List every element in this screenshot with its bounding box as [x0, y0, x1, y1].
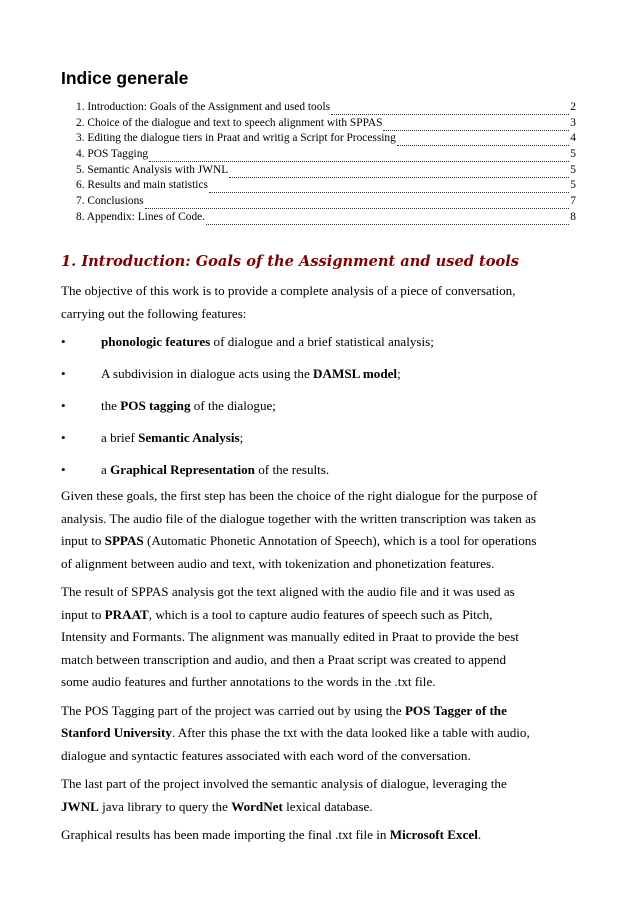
text-run: . — [477, 827, 482, 843]
bullet-post: ; — [397, 366, 401, 382]
toc-entry-text: 5. Semantic Analysis with JWNL — [76, 163, 229, 176]
text-bold: WordNet — [231, 798, 283, 814]
bullet-pre: a — [101, 462, 111, 478]
bullet-symbol: • — [61, 462, 66, 478]
bullet-symbol: • — [61, 334, 66, 349]
text-line: match between transcription and audio, and then a Praat script was created to append — [61, 651, 507, 667]
text-line: Given these goals, the first step has been the choice of the right dialogue for the purpose of — [61, 488, 538, 504]
section-heading: 1. Introduction: Goals of the Assignment and used tools — [61, 253, 520, 270]
text-bold: POS Tagger of the — [404, 702, 507, 718]
bullet-pre: a brief — [101, 430, 139, 446]
bullet-post: ; — [239, 430, 244, 446]
toc-entry-text: 6. Results and main statistics — [76, 179, 208, 192]
bullet-pre: the — [101, 398, 121, 414]
text-bold: SPPAS — [104, 533, 144, 549]
bullet-item — [61, 363, 581, 395]
toc-entry-page: 5 — [570, 163, 576, 176]
toc-entry-text: 1. Introduction: Goals of the Assignment and used tools — [76, 101, 331, 113]
toc-leader-dots — [149, 150, 569, 162]
toc-leader-dots — [229, 166, 569, 178]
toc-leader-dots — [397, 134, 569, 146]
text-line: of alignment between audio and text, with tokenization and phonetization features. — [61, 555, 495, 571]
text-bold: Microsoft Excel — [389, 827, 478, 843]
text-bold: Stanford University — [61, 725, 172, 741]
text-line: The last part of the project involved the semantic analysis of dialogue, leveraging the — [61, 776, 507, 792]
toc-entry-text: 7. Conclusions — [76, 195, 144, 208]
text-run: . After this phase the txt with the data looked like a table with audio, — [171, 725, 530, 741]
text-line: some audio features and further annotations to the words in the .txt file. — [61, 674, 436, 690]
text-run: input to — [61, 606, 105, 622]
toc-entry[interactable] — [76, 194, 576, 210]
toc-entry-page: 5 — [570, 179, 576, 192]
toc-entry-page: 3 — [570, 116, 576, 129]
text-line: Intensity and Formants. The alignment was manually edited in Praat to provide the best — [61, 629, 519, 645]
toc-entry-text: 4. POS Tagging — [76, 148, 149, 161]
text-run: Graphical results has been made importing the final .txt file in — [61, 827, 390, 843]
bullet-bold: Semantic Analysis — [138, 430, 240, 446]
text-line: The objective of this work is to provide a complete analysis of a piece of conversation, — [61, 283, 516, 298]
text-line: The result of SPPAS analysis got the text aligned with the audio file and it was used as — [61, 584, 515, 600]
table-of-contents — [76, 100, 576, 226]
section-body — [61, 280, 581, 853]
text-run: lexical database. — [282, 798, 373, 814]
toc-leader-dots — [206, 213, 569, 225]
bullet-text — [101, 459, 329, 482]
paragraph-praat — [61, 581, 581, 694]
bullet-symbol: • — [61, 398, 66, 414]
bullet-post: of dialogue and a brief statistical analysis; — [210, 334, 434, 349]
toc-entry[interactable] — [76, 178, 576, 194]
toc-leader-dots — [209, 181, 569, 193]
toc-entry-text: 3. Editing the dialogue tiers in Praat and writig a Script for Processing — [76, 132, 396, 145]
text-line: carrying out the following features: — [61, 305, 247, 321]
toc-leader-dots — [331, 103, 569, 115]
bullet-post: of the results. — [254, 462, 330, 478]
bullet-bold: Graphical Representation — [110, 462, 255, 478]
paragraph-semantic — [61, 773, 581, 818]
text-line — [61, 530, 581, 553]
toc-entry-page: 7 — [570, 195, 576, 208]
bullet-text — [101, 363, 401, 386]
bullet-text — [101, 427, 243, 450]
bullet-symbol: • — [61, 366, 66, 382]
text-line: analysis. The audio file of the dialogue together with the written transcription was taken as — [61, 510, 536, 526]
text-line — [61, 796, 581, 819]
toc-title: Indice generale — [61, 68, 189, 88]
toc-entry[interactable] — [76, 116, 576, 132]
bullet-pre: A subdivision in dialogue acts using the — [101, 366, 314, 382]
paragraph-pos-tagging — [61, 700, 581, 768]
paragraph-graphics — [61, 824, 581, 847]
toc-entry-page: 2 — [570, 101, 576, 113]
bullet-bold: phonologic features — [101, 334, 211, 349]
paragraph-goals — [61, 485, 581, 575]
bullet-symbol: • — [61, 430, 66, 446]
text-run: input to — [61, 533, 105, 549]
toc-entry-page: 4 — [570, 132, 576, 145]
intro-paragraph — [61, 280, 581, 325]
text-bold: PRAAT — [104, 606, 149, 622]
toc-entry[interactable] — [76, 147, 576, 163]
bullet-item — [61, 331, 581, 363]
toc-entry[interactable] — [76, 210, 576, 226]
bullet-item — [61, 427, 581, 459]
text-line — [61, 604, 581, 627]
text-line — [61, 722, 581, 745]
bullet-post: of the dialogue; — [190, 398, 276, 414]
text-line — [61, 824, 581, 847]
bullet-text — [101, 395, 276, 418]
toc-leader-dots — [145, 197, 570, 209]
toc-entry-page: 8 — [570, 210, 576, 223]
toc-entry-page: 5 — [570, 148, 576, 161]
toc-entry-text: 2. Choice of the dialogue and text to speech alignment with SPPAS — [76, 116, 383, 129]
text-run: java library to query the — [98, 798, 232, 814]
text-run: (Automatic Phonetic Annotation of Speech), which is a tool for operations — [143, 533, 537, 549]
bullet-bold: POS tagging — [120, 398, 191, 414]
text-line: dialogue and syntactic features associated with each word of the conversation. — [61, 747, 471, 763]
text-run: The POS Tagging part of the project was carried out by using the — [61, 702, 405, 718]
bullet-bold: DAMSL model — [313, 366, 398, 382]
toc-entry[interactable] — [76, 131, 576, 147]
text-run: , which is a tool to capture audio features of speech such as Pitch, — [148, 606, 493, 622]
toc-leader-dots — [383, 119, 569, 131]
text-bold: JWNL — [61, 798, 99, 814]
bullet-item — [61, 395, 581, 427]
text-line — [61, 700, 581, 723]
bullet-text — [101, 331, 434, 354]
toc-entry[interactable] — [76, 100, 576, 116]
toc-entry-text: 8. Appendix: Lines of Code. — [76, 210, 206, 223]
bullet-item — [61, 459, 581, 485]
toc-entry[interactable] — [76, 163, 576, 179]
